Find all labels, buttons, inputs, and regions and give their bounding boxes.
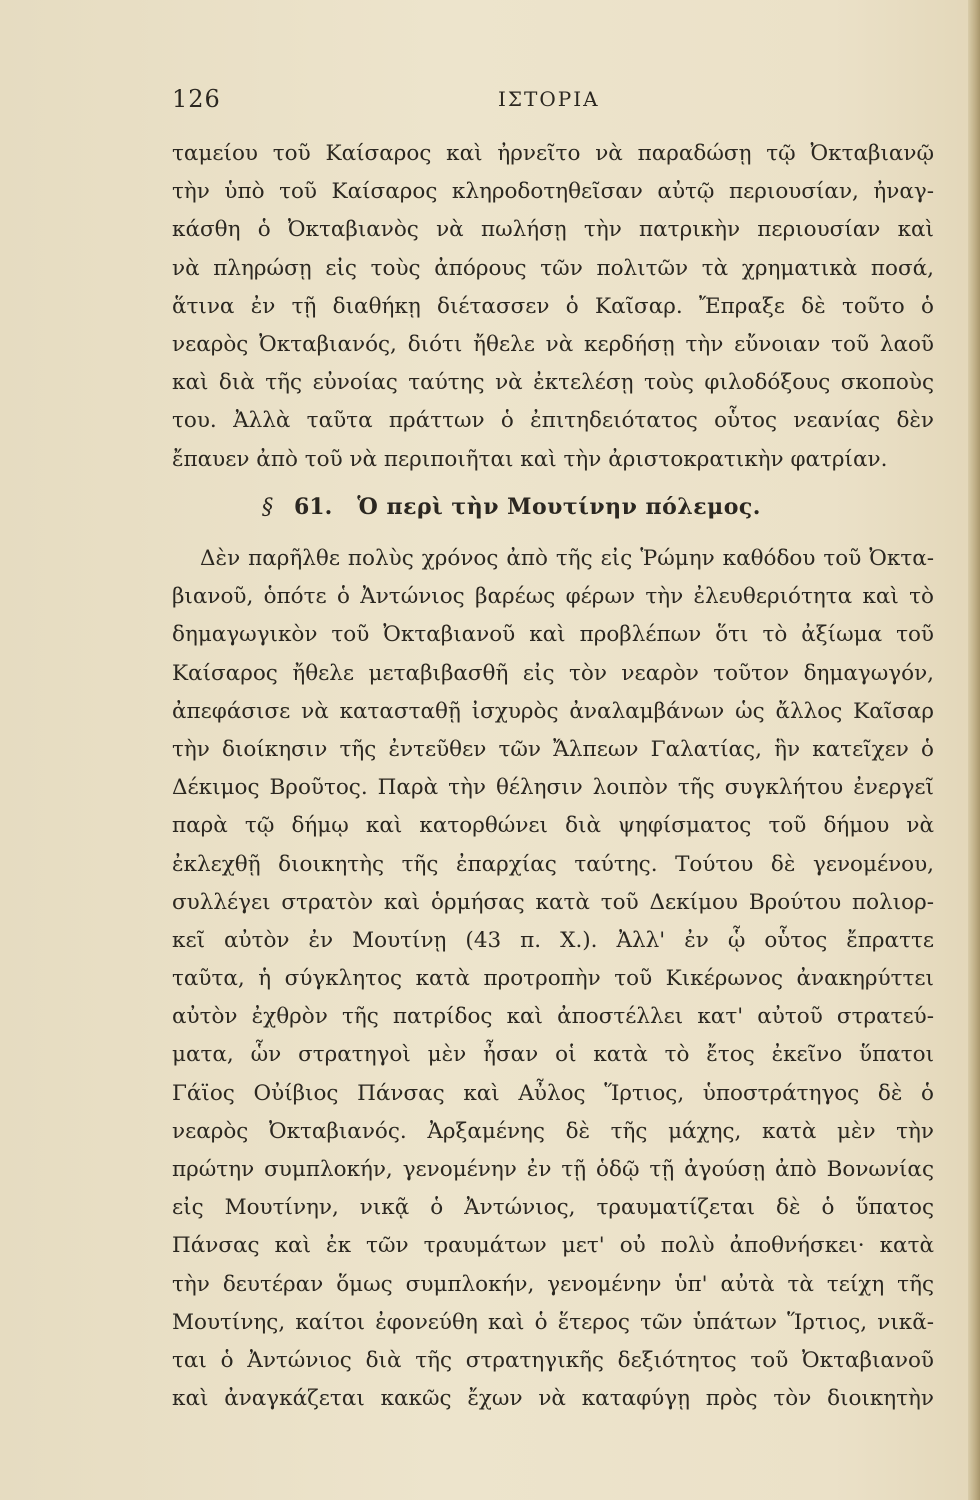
text-line: συλλέγει στρατὸν καὶ ὁρμήσας κατὰ τοῦ Δεκίμου Βρούτου πολιορ- — [172, 889, 934, 915]
section-title: Ὁ περὶ τὴν Μουτίνην πόλεμος. — [357, 494, 761, 520]
section-symbol: § — [262, 495, 273, 520]
text-line: Μουτίνης, καίτοι ἐφονεύθη καὶ ὁ ἕτερος τῶν ὑπάτων Ἵρτιος, νικᾶ- — [172, 1309, 934, 1335]
text-line: καὶ διὰ τῆς εὐνοίας ταύτης νὰ ἐκτελέσῃ τοὺς φιλοδόξους σκοποὺς — [172, 370, 934, 396]
text-line: ἅτινα ἐν τῇ διαθήκῃ διέτασσεν ὁ Καῖσαρ. Ἔπραξε δὲ τοῦτο ὁ — [172, 293, 934, 319]
text-line: Δέκιμος Βροῦτος. Παρὰ τὴν θέλησιν λοιπὸν τῆς συγκλήτου ἐνεργεῖ — [172, 775, 934, 801]
text-line: πρώτην συμπλοκήν, γενομένην ἐν τῇ ὁδῷ τῇ ἀγούσῃ ἀπὸ Βονωνίας — [172, 1157, 934, 1182]
text-line: Δὲν παρῆλθε πολὺς χρόνος ἀπὸ τῆς εἰς Ῥώμην καθόδου τοῦ Ὀκτα- — [200, 546, 934, 571]
text-line: καὶ ἀναγκάζεται κακῶς ἔχων νὰ καταφύγῃ πρὸς τὸν διοικητὴν — [172, 1386, 934, 1412]
text-line: βιανοῦ, ὁπότε ὁ Ἀντώνιος βαρέως φέρων τὴν ἐλευθεριότητα καὶ τὸ — [172, 584, 934, 610]
text-line: Καίσαρος ἤθελε μεταβιβασθῆ εἰς τὸν νεαρὸν τοῦτον δημαγωγόν, — [172, 660, 934, 686]
text-line: νὰ πληρώσῃ εἰς τοὺς ἀπόρους τῶν πολιτῶν τὰ χρηματικὰ ποσά, — [172, 255, 934, 281]
text-line: ταῦτα, ἡ σύγκλητος κατὰ προτροπὴν τοῦ Κικέρωνος ἀνακηρύττει — [172, 966, 934, 992]
text-line: ἔπαυεν ἀπὸ τοῦ νὰ περιποιῆται καὶ τὴν ἀριστοκρατικὴν φατρίαν. — [172, 446, 888, 472]
text-line: εἰς Μουτίνην, νικᾷ ὁ Ἀντώνιος, τραυματίζεται δὲ ὁ ὕπατος — [172, 1195, 934, 1221]
section-heading — [262, 487, 862, 527]
page-header — [172, 85, 932, 119]
text-line: κάσθη ὁ Ὀκταβιανὸς νὰ πωλήσῃ τὴν πατρικὴν περιουσίαν καὶ — [172, 217, 934, 243]
text-line: Γάϊος Οὐίβιος Πάνσας καὶ Αὖλος Ἵρτιος, ὑποστράτηγος δὲ ὁ — [172, 1080, 934, 1106]
text-line: ταμείου τοῦ Καίσαρος καὶ ἠρνεῖτο νὰ παραδώσῃ τῷ Ὀκταβιανῷ — [172, 141, 934, 166]
text-line: τὴν διοίκησιν τῆς ἐντεῦθεν τῶν Ἄλπεων Γαλατίας, ἣν κατεῖχεν ὁ — [172, 736, 934, 762]
text-line: κεῖ αὐτὸν ἐν Μουτίνῃ (43 π. Χ.). Ἀλλ' ἐν ᾧ οὗτος ἔπραττε — [172, 927, 934, 953]
text-line: νεαρὸς Ὀκταβιανός, διότι ἤθελε νὰ κερδήσῃ τὴν εὔνοιαν τοῦ λαοῦ — [172, 331, 934, 357]
text-line: ται ὁ Ἀντώνιος διὰ τῆς στρατηγικῆς δεξιότητος τοῦ Ὀκταβιανοῦ — [172, 1347, 934, 1373]
running-head: ΙΣΤΟΡΙΑ — [498, 87, 600, 111]
text-line: του. Ἀλλὰ ταῦτα πράττων ὁ ἐπιτηδειότατος οὗτος νεανίας δὲν — [172, 408, 934, 434]
text-line: ματα, ὧν στρατηγοὶ μὲν ἦσαν οἱ κατὰ τὸ ἔτος ἐκεῖνο ὕπατοι — [172, 1042, 934, 1068]
page-edge-shadow — [968, 0, 980, 1500]
text-line: αὐτὸν ἐχθρὸν τῆς πατρίδος καὶ ἀποστέλλει κατ' αὐτοῦ στρατεύ- — [172, 1004, 934, 1030]
text-line: τὴν δευτέραν ὅμως συμπλοκήν, γενομένην ὑπ' αὐτὰ τὰ τείχη τῆς — [172, 1271, 934, 1297]
text-line: τὴν ὑπὸ τοῦ Καίσαρος κληροδοτηθεῖσαν αὐτῷ περιουσίαν, ἠναγ- — [172, 179, 934, 205]
text-line: ἀπεφάσισε νὰ κατασταθῇ ἰσχυρὸς ἀναλαμβάνων ὡς ἄλλος Καῖσαρ — [172, 698, 934, 724]
text-line: δημαγωγικὸν τοῦ Ὀκταβιανοῦ καὶ προβλέπων ὅτι τὸ ἀξίωμα τοῦ — [172, 622, 934, 648]
text-line: ἐκλεχθῇ διοικητὴς τῆς ἐπαρχίας ταύτης. Τούτου δὲ γενομένου, — [172, 851, 934, 877]
paragraph-continued — [172, 135, 934, 479]
text-line: Πάνσας καὶ ἐκ τῶν τραυμάτων μετ' οὐ πολὺ ἀποθνήσκει· κατὰ — [172, 1233, 934, 1259]
text-line: παρὰ τῷ δήμῳ καὶ κατορθώνει διὰ ψηφίσματος τοῦ δήμου νὰ — [172, 813, 934, 839]
page-number: 126 — [172, 85, 221, 113]
paragraph-section-61 — [172, 540, 934, 1418]
section-number: 61. — [294, 494, 333, 520]
text-line: νεαρὸς Ὀκταβιανός. Ἀρξαμένης δὲ τῆς μάχης, κατὰ μὲν τὴν — [172, 1118, 934, 1144]
